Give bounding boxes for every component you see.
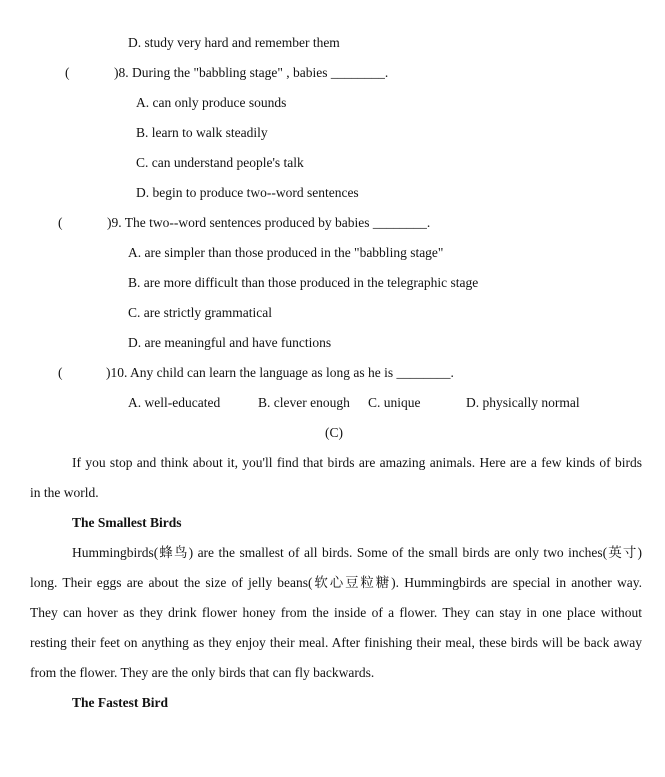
paragraph-line-3: They can hover as they drink flower honey from the inside of a flower. They can stay in one place without — [30, 605, 642, 620]
section-heading-smallest-birds: The Smallest Birds — [72, 515, 182, 530]
q8-answer-paren: ( — [65, 65, 70, 80]
q10-stem: )10. Any child can learn the language as long as he is ________. — [106, 365, 454, 380]
q8-option-a: A. can only produce sounds — [136, 95, 287, 110]
paragraph-line-2: long. Their eggs are about the size of jelly beans(软心豆粒糖). Hummingbirds are special in another way. — [30, 575, 642, 590]
q8-stem: )8. During the "babbling stage" , babies ________. — [114, 65, 389, 80]
q9-option-d: D. are meaningful and have functions — [128, 335, 332, 350]
q9-stem: )9. The two--word sentences produced by babies ________. — [107, 215, 431, 230]
paragraph-line-4: resting their feet on anything as they enjoy their meal. After finishing their meal, these birds will be back away — [30, 635, 642, 650]
paragraph-line-1: Hummingbirds(蜂鸟) are the smallest of all birds. Some of the small birds are only two inches(英寸) — [72, 545, 642, 560]
q9-answer-paren: ( — [58, 215, 63, 230]
section-heading-fastest-bird: The Fastest Bird — [72, 695, 168, 710]
passage-label: (C) — [325, 425, 343, 440]
q10-option-d: D. physically normal — [466, 395, 580, 410]
q9-option-c: C. are strictly grammatical — [128, 305, 272, 320]
q8-option-b: B. learn to walk steadily — [136, 125, 268, 140]
q9-option-b: B. are more difficult than those produced in the telegraphic stage — [128, 275, 479, 290]
q8-option-d: D. begin to produce two--word sentences — [136, 185, 359, 200]
q10-option-c: C. unique — [368, 395, 421, 410]
q10-option-b: B. clever enough — [258, 395, 350, 410]
intro-line-1: If you stop and think about it, you'll find that birds are amazing animals. Here are a few kinds of birds — [72, 455, 642, 470]
q8-option-c: C. can understand people's talk — [136, 155, 304, 170]
q7-option-d: D. study very hard and remember them — [128, 35, 340, 50]
q10-answer-paren: ( — [58, 365, 63, 380]
intro-line-2: in the world. — [30, 485, 99, 500]
q9-option-a: A. are simpler than those produced in the "babbling stage" — [128, 245, 444, 260]
paragraph-line-5: from the flower. They are the only birds that can fly backwards. — [30, 665, 375, 680]
q10-option-a: A. well-educated — [128, 395, 221, 410]
